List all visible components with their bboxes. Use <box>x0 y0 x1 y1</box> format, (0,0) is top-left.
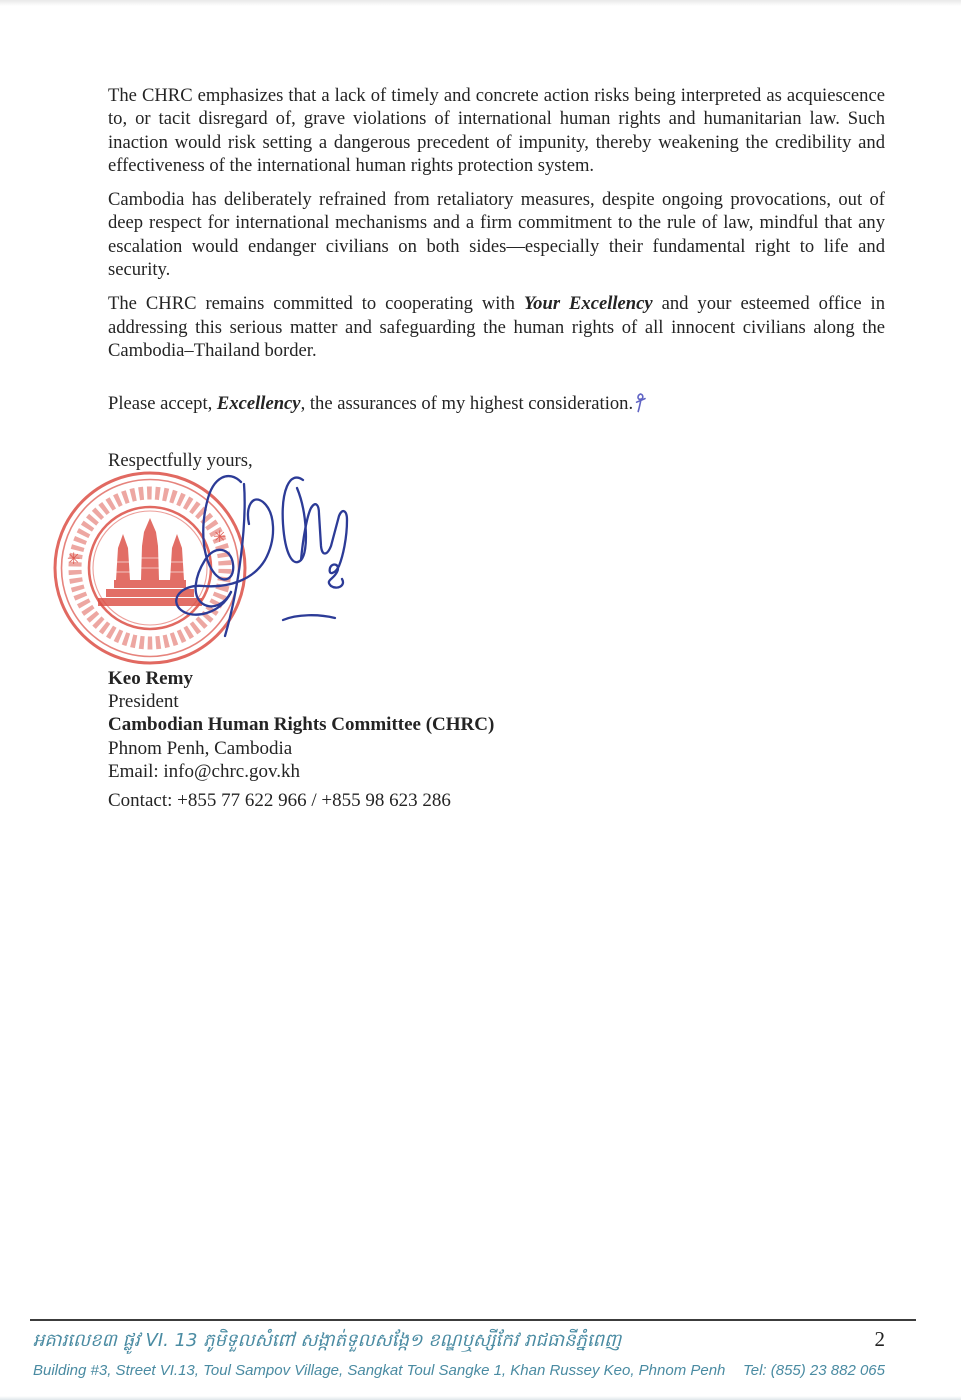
signatory-location: Phnom Penh, Cambodia <box>108 737 293 759</box>
blue-pen-mark-icon <box>634 391 647 413</box>
signatory-name: Keo Remy <box>108 668 193 689</box>
closing-line <box>108 391 885 415</box>
stamp-and-signature <box>45 468 405 678</box>
signatory-contact: Contact: +855 77 622 966 / +855 98 623 286 <box>108 790 451 812</box>
footer-address-english: Building #3, Street VI.13, Toul Sampov Village, Sangkat Toul Sangke 1, Khan Russey Keo, Phnom Penh <box>33 1362 726 1379</box>
signatory-email: Email: info@chrc.gov.kh <box>108 760 300 782</box>
paragraph-3-pre: The CHRC remains committed to cooperating with <box>108 293 524 315</box>
paragraph-2: Cambodia has deliberately refrained from retaliatory measures, despite ongoing provocations, out of deep respect for international mechanisms and a firm commitment to the rule of law, mindful that any escalation would endanger civilians on both sides—especially their fundamental right to life and security. <box>108 189 885 281</box>
signature-block <box>108 667 708 812</box>
signatory-title: President <box>108 691 179 713</box>
closing-post: , the assurances of my highest consideration. <box>300 393 634 415</box>
paragraph-3 <box>108 292 885 362</box>
footer-divider <box>30 1319 916 1321</box>
signature-ink-icon <box>176 476 347 636</box>
closing-pre: Please accept, <box>108 393 217 415</box>
page-number: 2 <box>874 1327 885 1351</box>
paragraph-3-emphasis: Your Excellency <box>523 293 653 315</box>
letter-body <box>108 84 885 483</box>
signatory-organization: Cambodian Human Rights Committee (CHRC) <box>108 714 495 736</box>
svg-text:✳: ✳ <box>213 527 227 546</box>
closing-emphasis: Excellency <box>216 393 301 415</box>
valediction: Respectfully yours, <box>108 449 253 471</box>
chrc-seal-stamp-icon <box>55 473 245 663</box>
paragraph-3-post: and your esteemed office in addressing this serious matter and safeguarding the human rights of all innocent civilians along the Cambodia–Thailand border. <box>108 293 885 361</box>
footer-telephone: Tel: (855) 23 882 065 <box>742 1362 885 1379</box>
paragraph-1: The CHRC emphasizes that a lack of timely and concrete action risks being interpreted as acquiescence to, or tacit disregard of, grave violations of international human rights and humanitarian law. Such inaction would risk setting a dangerous precedent of impunity, thereby weakening the credibility and effectiveness of the international human rights protection system. <box>108 85 885 176</box>
footer-address-khmer: អគារលេខ៣ ផ្លូវ VI. 13 ភូមិទួលសំពៅ សង្កាត់ទួលសង្កែ១ ខណ្ឌឬស្សីកែវ រាជធានីភ្នំពេញ <box>33 1330 622 1351</box>
svg-text:✳: ✳ <box>67 549 81 568</box>
